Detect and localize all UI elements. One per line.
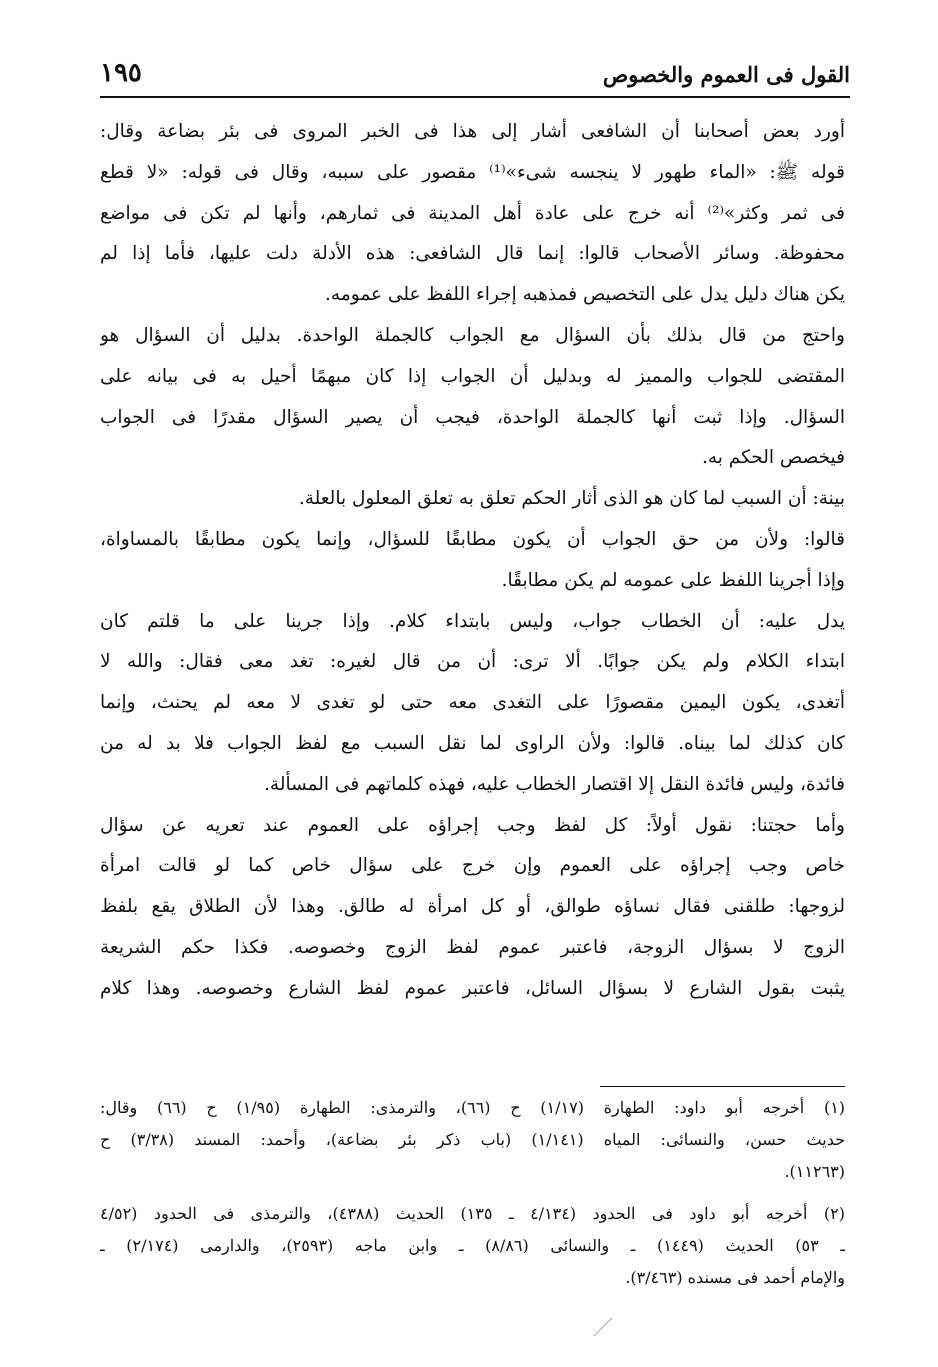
- text-line: واحتج من قال بذلك بأن السؤال مع الجواب كالجملة الواحدة. بدليل أن السؤال هو: [100, 324, 845, 346]
- text-line: يكن هناك دليل يدل على التخصيص فمذهبه إجراء اللفظ على عمومه.: [325, 284, 845, 306]
- text-line: بينة: أن السبب لما كان هو الذى أثار الحكم تعلق به تعلق المعلول بالعلة.: [298, 488, 845, 510]
- text-line: السؤال. وإذا ثبت أنها كالجملة الواحدة، فيجب أن يصير السؤال مقدرًا فى الجواب: [100, 406, 845, 428]
- text-line: فى ثمر وكثر»⁽²⁾ أنه خرج على عادة أهل المدينة فى ثمارهم، وأنها لم تكن فى مواضع: [100, 202, 845, 224]
- text-line: يثبت بقول الشارع لا بسؤال السائل، فاعتبر عموم لفظ الشارع وخصوصه. وهذا كلام: [100, 977, 845, 999]
- text-line: فائدة، وليس فائدة النقل إلا اقتصار الخطاب عليه، فهذه كلماتهم فى المسألة.: [264, 773, 845, 795]
- main-text: [100, 112, 845, 1010]
- text-line: كان كذلك لما بيناه. قالوا: ولأن الراوى لما نقل السبب مع لفظ الجواب فلا بد له من: [100, 732, 845, 754]
- footnote-line: (١) أخرجه أبو داود: الطهارة (١/١٧) ح (٦٦)، والترمذى: الطهارة (١/٩٥) ح (٦٦) وقال:: [100, 1098, 845, 1117]
- footnote-gap: [100, 1188, 845, 1198]
- footnote-line: (٢) أخرجه أبو داود فى الحدود (٤/١٣٤ ـ ١٣٥) الحديث (٤٣٨٨)، والترمذى فى الحدود (٤/٥٢: [100, 1204, 845, 1223]
- running-header: [100, 56, 850, 98]
- text-line: المقتضى للجواب والمميز له وبدليل أن الجواب إذا كان مبهمًا أحيل به فى بيانه على: [100, 365, 845, 387]
- text-line: الزوج لا بسؤال الزوجة، فاعتبر عموم لفظ الزوج وخصوصه. فكذا حكم الشريعة: [100, 936, 845, 958]
- text-line: وإذا أجرينا اللفظ على عمومه لم يكن مطابقًا.: [501, 569, 845, 591]
- text-line: فيخصص الحكم به.: [701, 447, 845, 469]
- text-line: وأما حجتنا: نقول أولاً: كل لفظ وجب إجراؤه على العموم عند تعريه عن سؤال: [100, 814, 845, 836]
- pencil-mark: [592, 1316, 614, 1338]
- text-line: ابتداء الكلام ولم يكن جوابًا. ألا ترى: أن من قال لغيره: تغد معى فقال: والله لا: [100, 651, 845, 673]
- footnotes: [100, 1092, 845, 1294]
- footnote-line: حديث حسن، والنسائى: المياه (١/١٤١) (باب ذكر بئر بضاعة)، وأحمد: المسند (٣/٣٨) ح: [100, 1130, 845, 1149]
- text-line: أتغدى، يكون اليمين مقصورًا على التغدى معه حتى لو تغدى لا معه لم يحنث، وإنما: [100, 692, 845, 714]
- text-line: خاص وجب إجراؤه على العموم وإن خرج على سؤال خاص كما لو قالت امرأة: [100, 855, 845, 877]
- chapter-title: القول فى العموم والخصوص: [602, 62, 850, 87]
- footnote-line: والإمام أحمد فى مسنده (٣/٤٦٣).: [625, 1268, 845, 1287]
- footnote-separator: [600, 1086, 845, 1087]
- text-line: قالوا: ولأن من حق الجواب أن يكون مطابقًا للسؤال، وإنما يكون مطابقًا بالمساواة،: [100, 528, 845, 550]
- text-line: يدل عليه: أن الخطاب جواب، وليس بابتداء كلام. وإذا جرينا على ما قلتم كان: [100, 610, 845, 632]
- footnote-line: ـ ٥٣) الحديث (١٤٤٩) ـ والنسائى (٨/٨٦) ـ وابن ماجه (٢٥٩٣)، والدارمى (٢/١٧٤) ـ: [100, 1236, 845, 1255]
- text-line: محفوظة. وسائر الأصحاب قالوا: إنما قال الشافعى: هذه الأدلة دلت عليها، فأما إذا لم: [100, 243, 845, 265]
- page-number: ١٩٥: [100, 58, 142, 88]
- text-line: أورد بعض أصحابنا أن الشافعى أشار إلى هذا فى الخبر المروى فى بئر بضاعة وقال:: [100, 121, 845, 142]
- text-line: لزوجها: طلقنى فقال نساؤه طوالق، أو كل امرأة له طالق. وهذا لأن الطلاق يقع بلفظ: [100, 896, 845, 918]
- footnote-line: (١١٢٦٣).: [784, 1162, 845, 1181]
- text-line: قوله ﷺ: «الماء طهور لا ينجسه شىء»⁽¹⁾ مقصور على سببه، وقال فى قوله: «لا قطع: [100, 161, 845, 183]
